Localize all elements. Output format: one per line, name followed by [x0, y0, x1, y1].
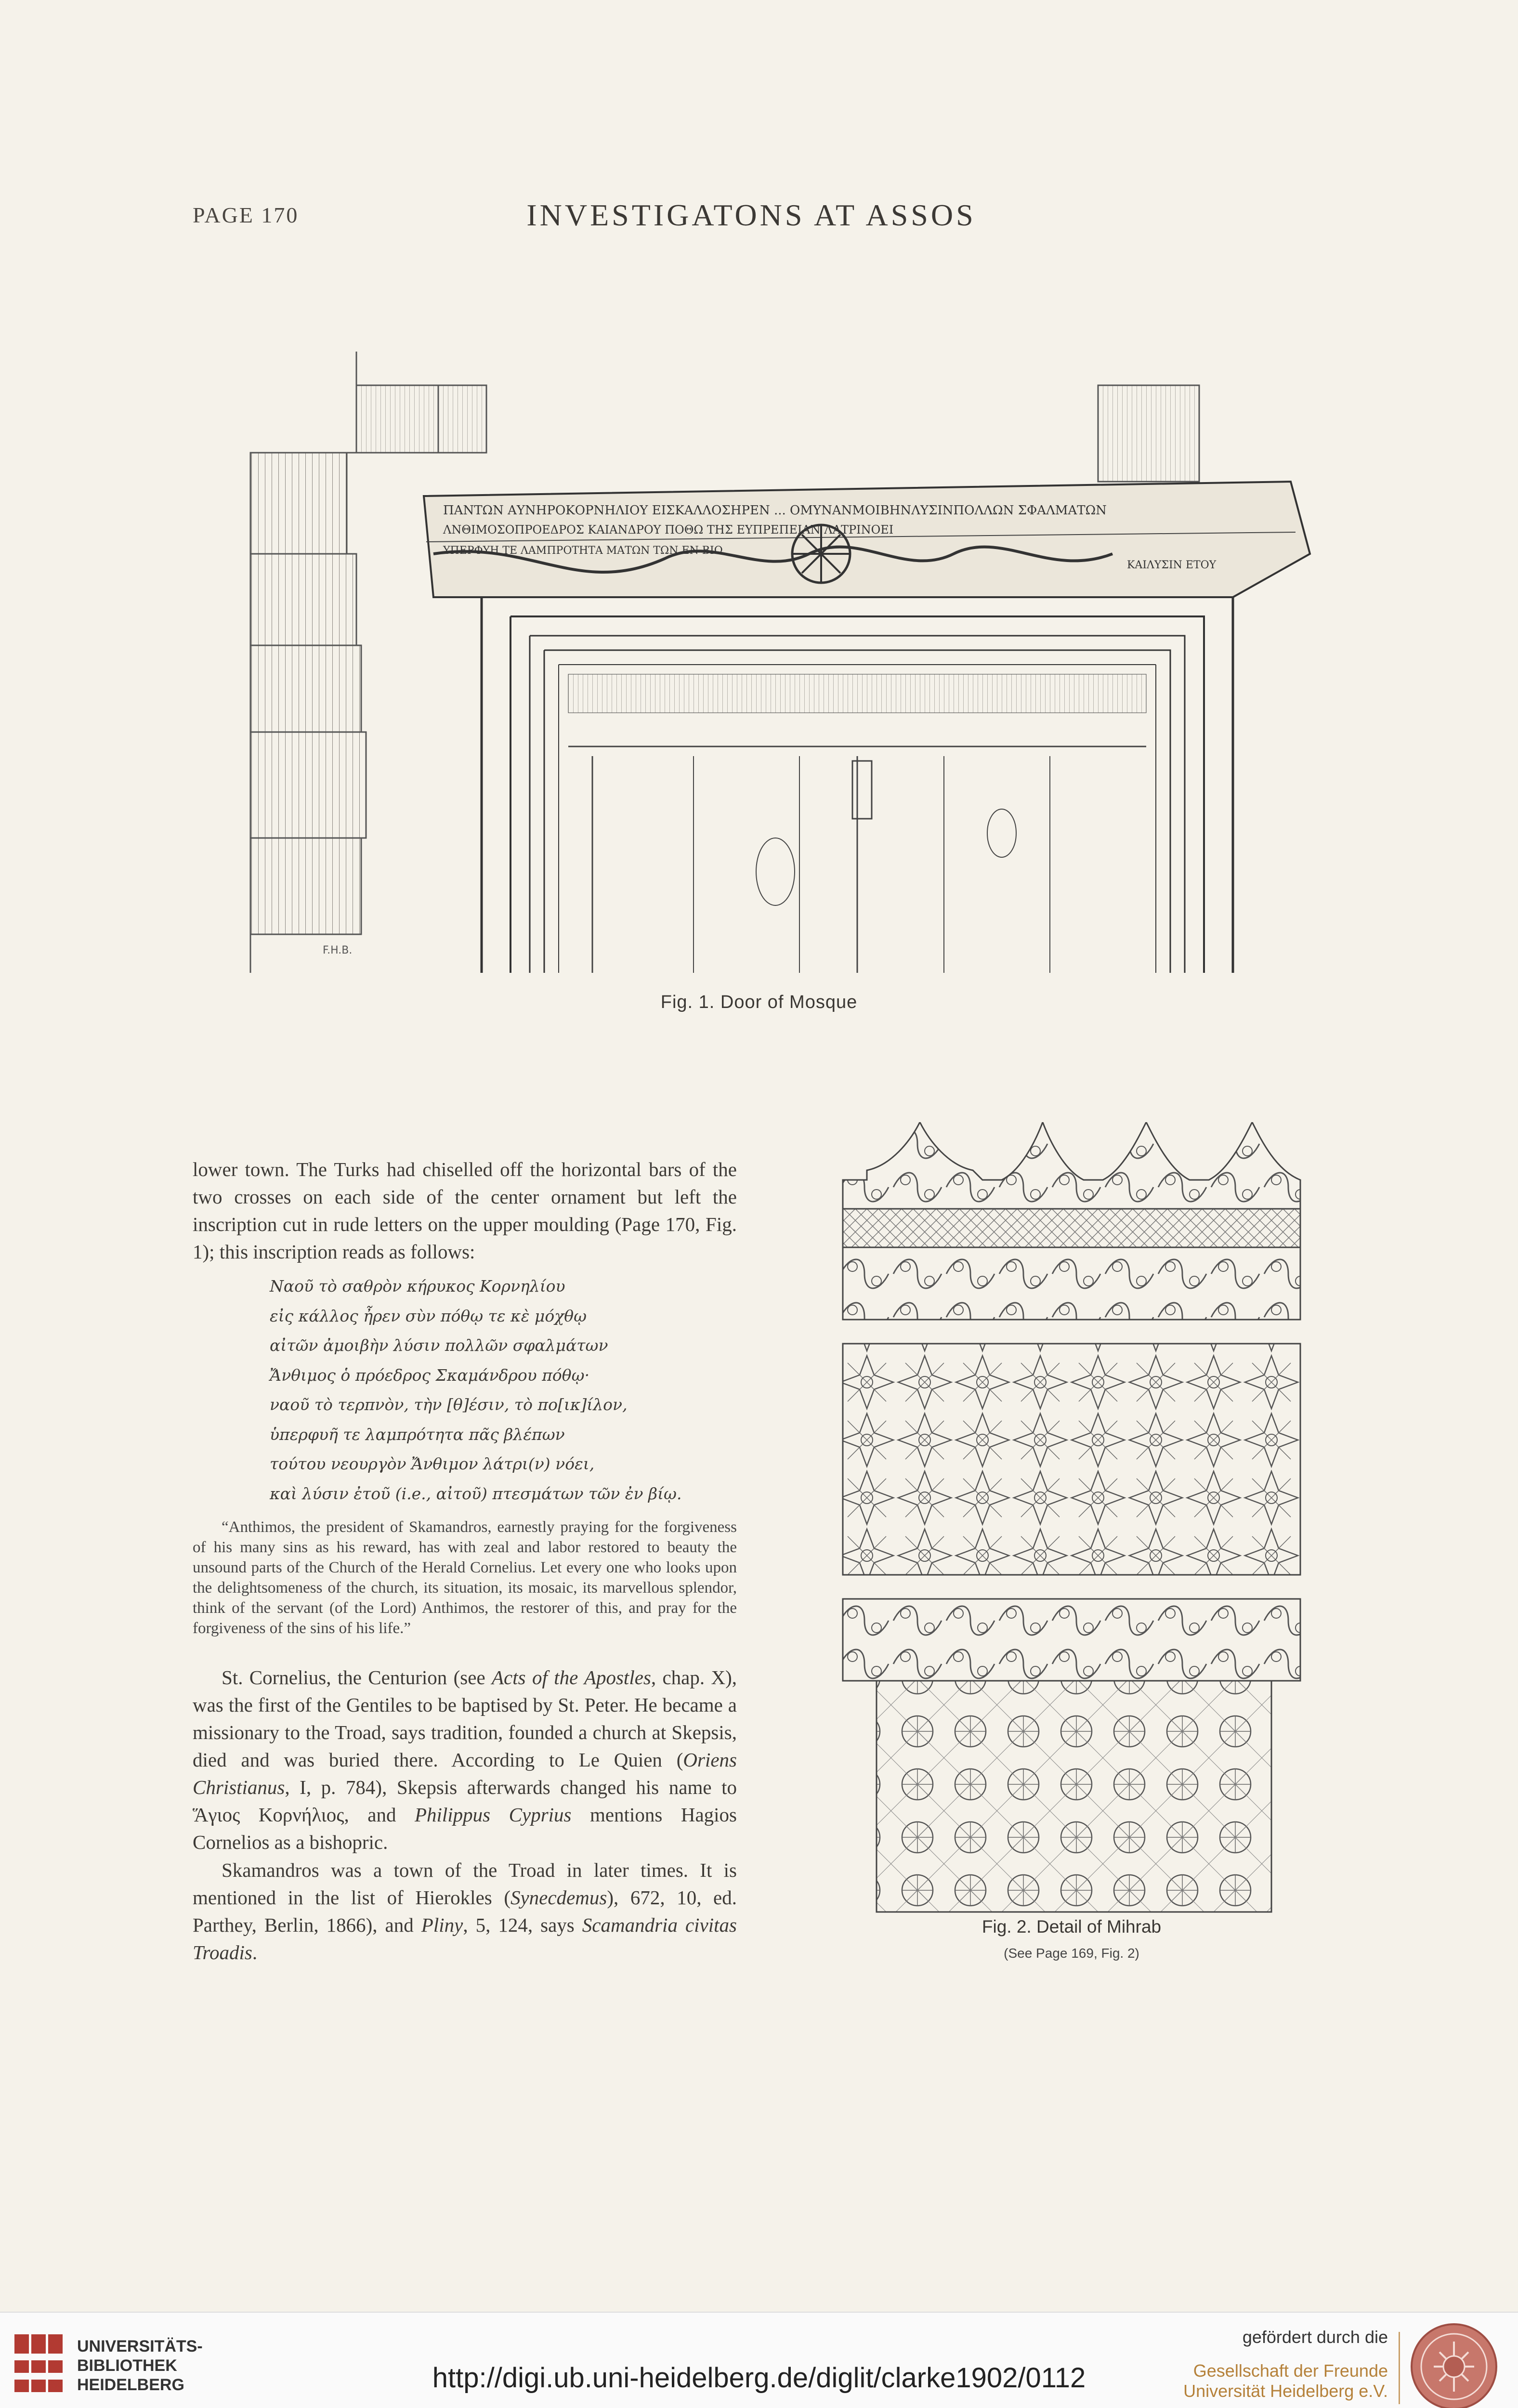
- sponsor-divider: [1399, 2332, 1400, 2404]
- inscription-line-4: ΚΑΙΛΥΣΙΝ ΕΤΟΥ: [1127, 559, 1217, 571]
- greek-line: αἰτῶν ἀμοιβὴν λύσιν πολλῶν σφαλμάτων: [270, 1336, 608, 1355]
- page-number: PAGE 170: [193, 203, 299, 227]
- greek-line: Ἄνθιμος ὁ πρόεδρος Σκαμάνδρου πόθῳ·: [270, 1365, 590, 1385]
- paragraph-3: Skamandros was a town of the Troad in later times. It is mentioned in the list of Hierokles (Synecdemus), 672, 10, ed. Parthey, Berlin, 1866), and Pliny, 5, 124, says Scamandria civitas Troadis.: [193, 1859, 737, 1963]
- paragraph-skamandros: [193, 1857, 737, 1966]
- citation-synecdemus: Synecdemus: [510, 1886, 607, 1909]
- inscription-line-3: ΥΠΕΡΦΥΗ ΤΕ ΛΑΜΠΡΟΤΗΤΑ ΜΑΤΩΝ ΤΩΝ ΕΝ ΒΙΩ: [443, 545, 723, 557]
- translation: “Anthimos, the president of Skamandros, earnestly praying for the forgiveness of his many sins as his reward, has with zeal and labor restored to beauty the unsound parts of the Church of the Herald Cornelius. Let every one who looks upon the delightsomeness of the church, its situation, its mosaic, its marvellous splendor, think of the servant (of the Lord) Anthimos, the restorer of this, and pray for the forgiveness of the sins of his life.”: [193, 1518, 737, 1637]
- source-url-link[interactable]: http://digi.ub.uni-heidelberg.de/diglit/clarke1902/0112: [432, 2362, 1086, 2394]
- page-title: INVESTIGATONS AT ASSOS: [526, 198, 976, 232]
- greek-line: ναοῦ τὸ τερπνὸν, τὴν [θ]έσιν, τὸ πο[ικ]ίλον,: [270, 1395, 628, 1414]
- paragraph-intro: [193, 1156, 737, 1266]
- running-head: [193, 197, 1310, 241]
- citation-acts: Acts of the Apostles: [492, 1666, 651, 1688]
- door-leaves: [568, 674, 1146, 973]
- mihrab-star-panel: [843, 1344, 1300, 1575]
- university-name: UNIVERSITÄTS- BIBLIOTHEK HEIDELBERG: [77, 2337, 203, 2394]
- university-seal-icon: [1410, 2322, 1499, 2408]
- paragraph-cornelius: [193, 1664, 737, 1856]
- artist-mark: F.H.B.: [323, 944, 353, 956]
- citation-scamandria: Scamandria civitas Troadis: [193, 1914, 737, 1963]
- figure2-caption: Fig. 2. Detail of Mihrab: [981, 1917, 1162, 1937]
- inscription-line-1: ΠΑΝΤΩΝ ΑΥΝΗΡΟΚΟΡΝΗΛΙΟΥ ΕΙΣΚΑΛΛΟΣΗΡΕΝ ... ΟΜΥΝΑΝΜΟΙΒΗΝΛΥΣΙΝΠΟΛΛΩΝ ΣΦΑΛΜΑΤΩΝ: [443, 503, 1107, 518]
- inscribed-lintel: [424, 482, 1310, 597]
- citation-oriens: Oriens Christianus: [193, 1749, 737, 1798]
- mihrab-scroll-band-lower: [843, 1599, 1300, 1681]
- inscription-line-2: ΛΝΘΙΜΟΣΟΠΡΟΕΔΡΟΣ ΚΑΙΑΝΔΡΟΥ ΠΟΘΩ ΤΗΣ ΕΥΠΡΕΠΕΙΑΝ ΛΑΤΡΙΝΟΕΙ: [443, 523, 894, 537]
- greek-line: εἰς κάλλος ἦρεν σὺν πόθῳ τε κὲ μόχθῳ: [270, 1306, 587, 1325]
- citation-pliny: Pliny: [421, 1914, 463, 1936]
- stone-wall: [250, 352, 1199, 973]
- digitization-footer: [0, 2312, 1518, 2408]
- figure1-caption: Fig. 1. Door of Mosque: [660, 992, 858, 1012]
- greek-line: Ναοῦ τὸ σαθρὸν κήρυκος Κορνηλίου: [270, 1277, 565, 1296]
- greek-line: καὶ λύσιν ἐτοῦ (i.e., αἰτοῦ) πτεσμάτων τῶν ἐν βίῳ.: [270, 1484, 682, 1503]
- mihrab-diamond-row-lower: [843, 1575, 1300, 1599]
- mihrab-rosette-panel: [877, 1681, 1271, 1912]
- mihrab-diamond-row: [843, 1320, 1300, 1344]
- paragraph-1: lower town. The Turks had chiselled off the horizontal bars of the two crosses on each side of the center ornament but left the inscription cut in rude letters on the upper moulding (Page 170, Fig. 1); this inscription reads as follows:: [193, 1158, 737, 1263]
- greek-inscription: [270, 1271, 742, 1508]
- mihrab-cresting: [843, 1122, 1300, 1209]
- greek-line: ὑπερφυῆ τε λαμπρότητα πᾶς βλέπων: [270, 1425, 565, 1444]
- paragraph-2: St. Cornelius, the Centurion (see Acts of the Apostles, chap. X), was the first of the Gentiles to be baptised by St. Peter. He became a missionary to the Troad, says tradition, founded a church at Skepsis, died and was buried there. According to Le Quien (Oriens Christianus, I, p. 784), Skepsis afterwards changed his name to Ἅγιος Κορνήλιος, and Philippus Cyprius mentions Hagios Cornelios as a bishopric.: [193, 1666, 737, 1853]
- mihrab-lattice-band: [843, 1209, 1300, 1247]
- figure2-subcaption: (See Page 169, Fig. 2): [1004, 1946, 1139, 1961]
- citation-philippus: Philippus Cyprius: [414, 1804, 572, 1826]
- figure-door-of-mosque: [231, 327, 1315, 997]
- sponsor-label: gefördert durch die: [1242, 2327, 1388, 2347]
- mihrab-scroll-band: [843, 1247, 1300, 1320]
- greek-line: τούτου νεουργὸν Ἄνθιμον λάτρι(ν) νόει,: [270, 1454, 595, 1473]
- figure-mihrab-detail: [838, 1122, 1305, 1917]
- sponsor-name: Gesellschaft der Freunde Universität Heidelberg e.V.: [1183, 2361, 1388, 2401]
